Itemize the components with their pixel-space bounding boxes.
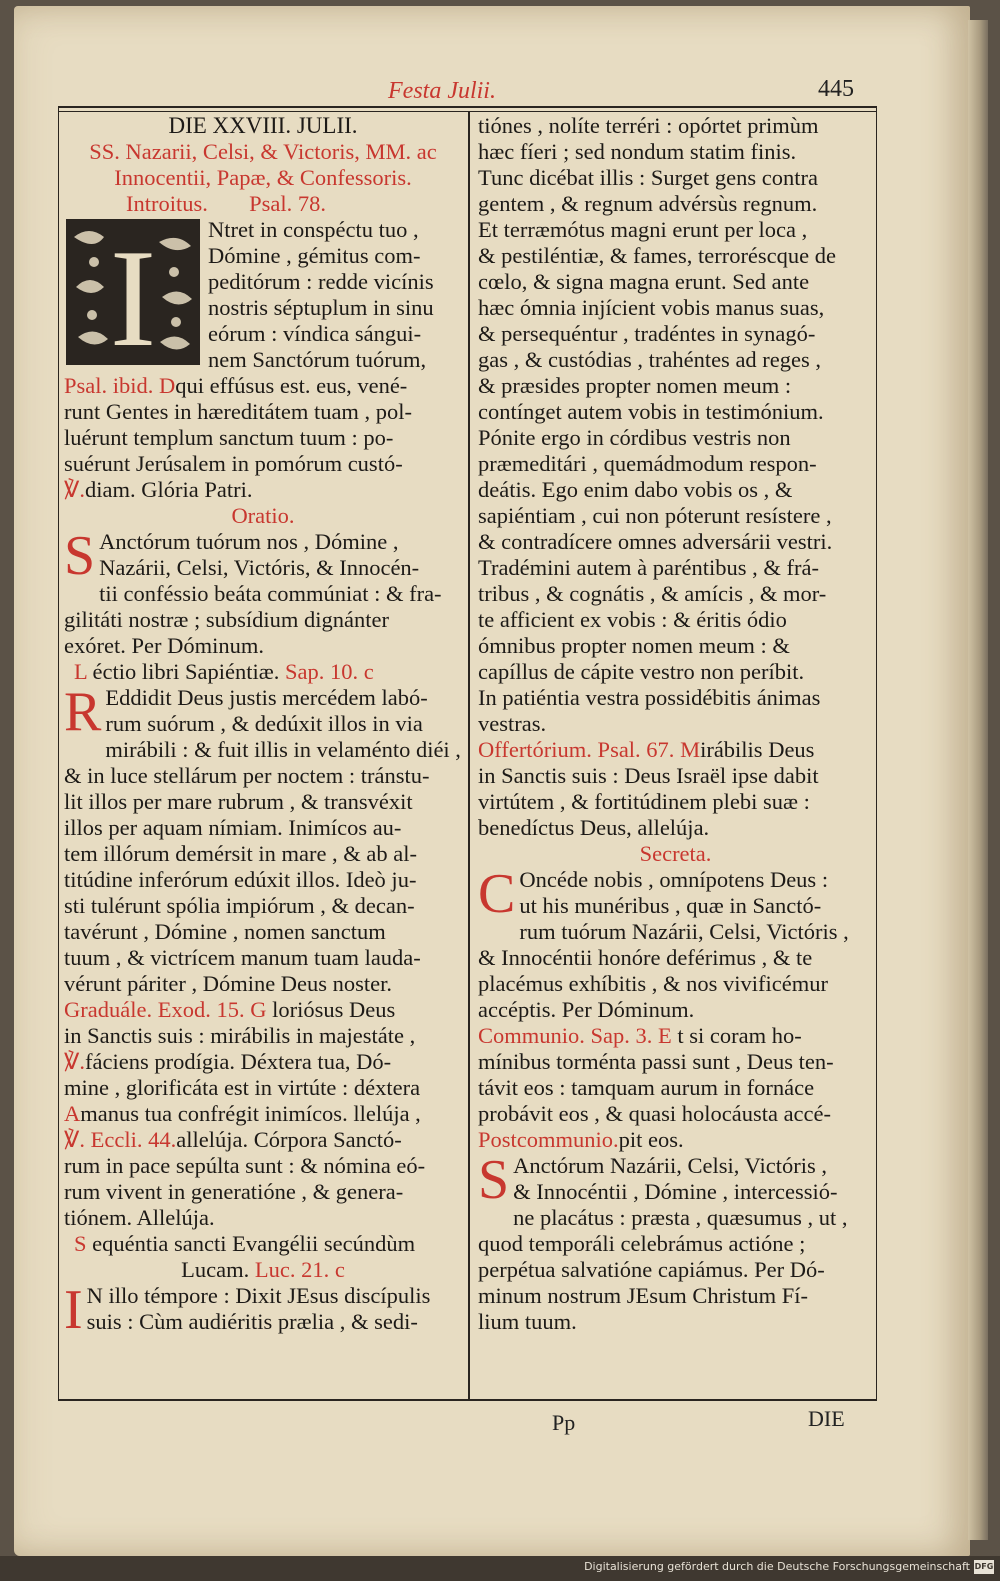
text-span: manus tua confrégit inimícos. <box>80 1101 354 1126</box>
text-span: virtútem , & fortitúdinem plebi suæ : <box>478 789 810 814</box>
text-line: tem illórum demérsit in mare , & ab al- <box>64 841 418 866</box>
text-line <box>64 1023 462 1049</box>
lectio-initial: L <box>74 659 87 684</box>
text-span: in Sanctis suis : mirábilis in majestáte , <box>64 1023 416 1048</box>
text-line <box>64 1075 462 1101</box>
text-span: in Sanctis suis : Deus Israël ipse dabit <box>478 763 819 788</box>
rubric-span: G <box>244 997 267 1022</box>
text-line <box>64 373 462 399</box>
sequentia-lucam <box>64 1257 462 1283</box>
text-span: Déxtera tua, Dó- <box>240 1049 392 1074</box>
oratio-heading: Oratio. <box>231 503 295 528</box>
text-line: tribus , & cognátis , & amícis , & mor- <box>478 581 827 606</box>
text-line: & Innocéntii , Dómine , intercessió- <box>513 1179 838 1204</box>
secreta-initial: C <box>478 867 516 925</box>
text-span: runt Gentes in hæreditátem tuam , pol- <box>64 399 413 424</box>
text-line <box>64 425 462 451</box>
text-line <box>478 1075 873 1101</box>
text-span: fáciens prodígia. <box>85 1049 241 1074</box>
text-line: quod temporáli celebrámus actióne ; <box>478 1231 806 1256</box>
secreta-block <box>478 867 873 1023</box>
text-line: rum suórum , & dedúxit illos in via <box>105 711 423 736</box>
text-line <box>64 1153 462 1179</box>
text-line: sapiéntiam , cui non póterunt resístere , <box>478 503 832 528</box>
text-span: t si coram ho- <box>671 1023 802 1048</box>
left-column <box>64 113 462 1337</box>
text-line <box>74 1231 462 1257</box>
lectio-heading <box>64 659 462 685</box>
running-head: Festa Julii. <box>388 78 496 104</box>
communio-block <box>478 1023 873 1153</box>
feast-title-line: SS. Nazarii, Celsi, & Victoris, MM. ac <box>89 139 437 164</box>
text-line: & in luce stellárum per noctem : tránstu- <box>64 763 430 788</box>
frame-right-rule <box>876 106 877 1401</box>
text-line: vestras. <box>478 711 547 736</box>
text-span: távit eos : tamquam aurum in fornáce <box>478 1075 815 1100</box>
text-line <box>64 1127 462 1153</box>
text-line: deátis. Ego enim dabo vobis os , & <box>478 477 793 502</box>
frame-left-rule <box>58 106 59 1401</box>
feast-title-line: Innocentii, Papæ, & Confessoris. <box>114 165 412 190</box>
decorated-initial-icon <box>64 217 202 367</box>
text-line <box>478 737 873 763</box>
text-line: mirábili : & fuit illis in velaménto diéi , <box>105 737 461 762</box>
text-line: Pónite ergo in córdibus vestris non <box>478 425 791 450</box>
evangelium-initial: I <box>64 1283 83 1337</box>
oratio-block <box>64 529 462 659</box>
text-line: rum tuórum Nazárii, Celsi, Victóris , <box>519 919 849 944</box>
frame-bottom-rule <box>58 1399 876 1401</box>
rubric-span: S <box>74 1231 87 1256</box>
text-line: gilitáti nostræ ; subsídium dignánter <box>64 607 389 632</box>
text-line <box>478 815 873 841</box>
text-line: & persequéntur , tradéntes in synagó- <box>478 321 816 346</box>
text-line: suis : Cùm audiéritis prælia , & sedi- <box>86 1309 418 1334</box>
postcommunio-initial: S <box>478 1153 510 1211</box>
text-line <box>64 1205 462 1231</box>
text-line: & pestiléntiæ, & fames, terroréscque de <box>478 243 837 268</box>
text-line <box>64 1101 462 1127</box>
text-span: llelúja , <box>353 1101 421 1126</box>
text-line: Oncéde nobis , omnípotens Deus : <box>519 867 829 892</box>
oratio-initial: S <box>64 529 96 587</box>
rubric-span: M <box>674 737 701 762</box>
text-line: tavérunt , Dómine , nomen sanctum <box>64 919 386 944</box>
text-span: mine , glorificáta est in virtúte : déxtera <box>64 1075 421 1100</box>
introitus-block <box>64 217 462 373</box>
text-line: & contradícere omnes adversárii vestri. <box>478 529 833 554</box>
text-span: rum vivent in generatióne , & genera- <box>64 1179 404 1204</box>
text-line: Ntret in conspéctu tuo , <box>208 217 419 242</box>
text-line: nem Sanctórum tuórum, <box>208 347 427 372</box>
text-line: nostris séptuplum in sinu <box>208 295 434 320</box>
text-line <box>478 1127 873 1153</box>
text-line: Nazárii, Celsi, Victóris, & Innocén- <box>99 555 420 580</box>
text-line: gas , & custódias , trahéntes ad reges , <box>478 347 822 372</box>
rubric-span: A <box>64 1101 81 1126</box>
rubric-span: E <box>652 1023 672 1048</box>
introitus-heading <box>64 191 462 217</box>
text-line: tiónes , nolíte terréri : opórtet primùm <box>478 113 819 138</box>
page-number: 445 <box>818 76 854 102</box>
text-span: luérunt templum sanctum tuum : po- <box>64 425 394 450</box>
text-span: eus, vené- <box>316 373 408 398</box>
text-span: equéntia sancti Evangélii secúndùm <box>86 1231 416 1256</box>
text-span: tiónem. Allelúja. <box>64 1205 215 1230</box>
evangelium-continuation <box>478 113 873 737</box>
text-line: cœlo, & signa magna erunt. Sed ante <box>478 269 810 294</box>
text-line: Dómine , gémitus com- <box>208 243 421 268</box>
text-line: perpétua salvatióne capiámus. Per Dó- <box>478 1257 825 1282</box>
text-line <box>478 789 873 815</box>
text-line: tuum , & victrícem manum tuam lauda- <box>64 945 421 970</box>
text-line: Anctórum Nazárii, Celsi, Victóris , <box>513 1153 827 1178</box>
text-line: hæc fíeri ; sed nondum statim finis. <box>478 139 797 164</box>
text-span: qui effúsus est. <box>175 373 317 398</box>
evangelium-block <box>64 1283 462 1337</box>
text-line <box>478 1023 873 1049</box>
rubric-span: Postcommunio. <box>478 1127 619 1152</box>
text-span: probávit eos , & quasi holocáusta accé- <box>478 1101 832 1126</box>
frame-top-rule-inner <box>58 111 876 112</box>
decorated-initial-letter: I <box>109 221 157 367</box>
rubric-span: ℣. <box>64 477 86 502</box>
text-line: hæc ómnia injícient vobis manus suas, <box>478 295 825 320</box>
text-span: benedíctus Deus, allelúja. <box>478 815 710 840</box>
text-span: mínibus torménta passi sunt , Deus ten- <box>478 1049 834 1074</box>
rubric-span: Graduále. Exod. 15. <box>64 997 245 1022</box>
text-line: ut his munéribus , quæ in Sanctó- <box>519 893 822 918</box>
column-divider <box>468 112 470 1399</box>
text-line: lium tuum. <box>478 1309 577 1334</box>
text-span: rum in pace sepúlta sunt : & nómina eó- <box>64 1153 426 1178</box>
text-line <box>478 763 873 789</box>
text-line <box>64 997 462 1023</box>
rubric-span: Offertórium. Psal. 67. <box>478 737 675 762</box>
postcommunio-block <box>478 1153 873 1335</box>
lectio-title: éctio libri Sapiéntiæ. <box>86 659 286 684</box>
footer-credit: Digitalisierung gefördert durch die Deutsche Forschungsgemeinschaft <box>584 1560 970 1573</box>
text-line: In patiéntia vestra possidébitis ánimas <box>478 685 821 710</box>
right-column <box>478 113 873 1335</box>
text-line: Tradémini autem à paréntibus , & frá- <box>478 555 819 580</box>
secreta-heading: Secreta. <box>639 841 712 866</box>
offertorium-block <box>478 737 873 841</box>
text-line: N illo témpore : Dixit JEsus discípulis <box>86 1283 431 1308</box>
text-line: eórum : víndica sángui- <box>208 321 422 346</box>
dfg-logo: DFG <box>974 1560 994 1574</box>
text-line <box>64 1179 462 1205</box>
text-span: loriósus Deus <box>266 997 396 1022</box>
sequentia-lucam-text: Lucam. <box>181 1257 255 1282</box>
text-line: capíllus de cápite vestro non períbit. <box>478 659 805 684</box>
rubric-span: Psal. ibid. D <box>64 373 176 398</box>
text-line: illos per aquam nímiam. Inimícos au- <box>64 815 402 840</box>
text-line: vérunt páriter , Dómine Deus noster. <box>64 971 393 996</box>
lectio-drop-initial: R <box>64 685 102 743</box>
text-span: allelúja. <box>176 1127 254 1152</box>
text-line <box>64 1049 462 1075</box>
rubric-span: Communio. Sap. 3. <box>478 1023 653 1048</box>
text-span: diam. <box>85 477 142 502</box>
rubric-span: ℣. <box>64 1049 86 1074</box>
text-line <box>64 399 462 425</box>
text-line: sti tulérunt spólia impiórum , & decan- <box>64 893 415 918</box>
text-line: accéptis. Per Dóminum. <box>478 997 695 1022</box>
lectio-block <box>64 685 462 997</box>
frame-top-rule <box>58 106 876 108</box>
day-heading: DIE XXVIII. JULII. <box>168 113 358 138</box>
text-line: Tunc dicébat illis : Surget gens contra <box>478 165 818 190</box>
text-span: suérunt Jerúsalem in pomórum custó- <box>64 451 403 476</box>
text-span: pit eos. <box>618 1127 684 1152</box>
text-line <box>64 477 462 503</box>
text-line: Et terræmótus magni erunt per loca , <box>478 217 808 242</box>
lectio-ref: Sap. 10. c <box>285 659 374 684</box>
text-line: contínget autem vobis in testimónium. <box>478 399 824 424</box>
sequentia-block <box>64 1231 462 1257</box>
text-line: te afficient ex vobis : & éritis ódio <box>478 607 787 632</box>
text-line: ne placátus : præsta , quæsumus , ut , <box>513 1205 848 1230</box>
introitus-continuation <box>64 373 462 503</box>
text-line: Anctórum tuórum nos , Dómine , <box>99 529 399 554</box>
text-span: Glória Patri. <box>141 477 253 502</box>
rubric-span: ℣. Eccli. 44. <box>64 1127 177 1152</box>
text-line <box>64 451 462 477</box>
introitus-label: Introitus. <box>126 191 208 216</box>
text-span: irábilis Deus <box>700 737 815 762</box>
text-line <box>478 1049 873 1075</box>
text-line: ómnibus propter nomen meum : & <box>478 633 790 658</box>
page-edge <box>968 20 988 1540</box>
text-line: minum nostrum JEsum Christum Fí- <box>478 1283 809 1308</box>
text-line: peditórum : redde vicínis <box>208 269 434 294</box>
text-line: exóret. Per Dóminum. <box>64 633 264 658</box>
introitus-ref: Psal. 78. <box>249 191 327 216</box>
text-line: placémus exhíbitis , & nos vivificémur <box>478 971 828 996</box>
text-line: tii conféssio beáta commúniat : & fra- <box>99 581 442 606</box>
text-line <box>478 1101 873 1127</box>
text-span: Córpora Sanctó- <box>253 1127 402 1152</box>
text-line: lit illos per mare rubrum , & transvéxit <box>64 789 413 814</box>
sequentia-lucam-ref: Luc. 21. c <box>254 1257 345 1282</box>
text-line: Eddidit Deus justis mercédem labó- <box>105 685 428 710</box>
catchword: DIE <box>808 1406 845 1431</box>
text-line: gentem , & regnum advérsùs regnum. <box>478 191 818 216</box>
text-line: & præsides propter nomen meum : <box>478 373 792 398</box>
text-line: & Innocéntii honóre deférimus , & te <box>478 945 813 970</box>
signature-mark: Pp <box>552 1410 576 1435</box>
text-line: præmeditári , quemádmodum respon- <box>478 451 817 476</box>
graduale-block <box>64 997 462 1231</box>
text-line: titúdine inferórum edúxit illos. Ideò ju- <box>64 867 417 892</box>
